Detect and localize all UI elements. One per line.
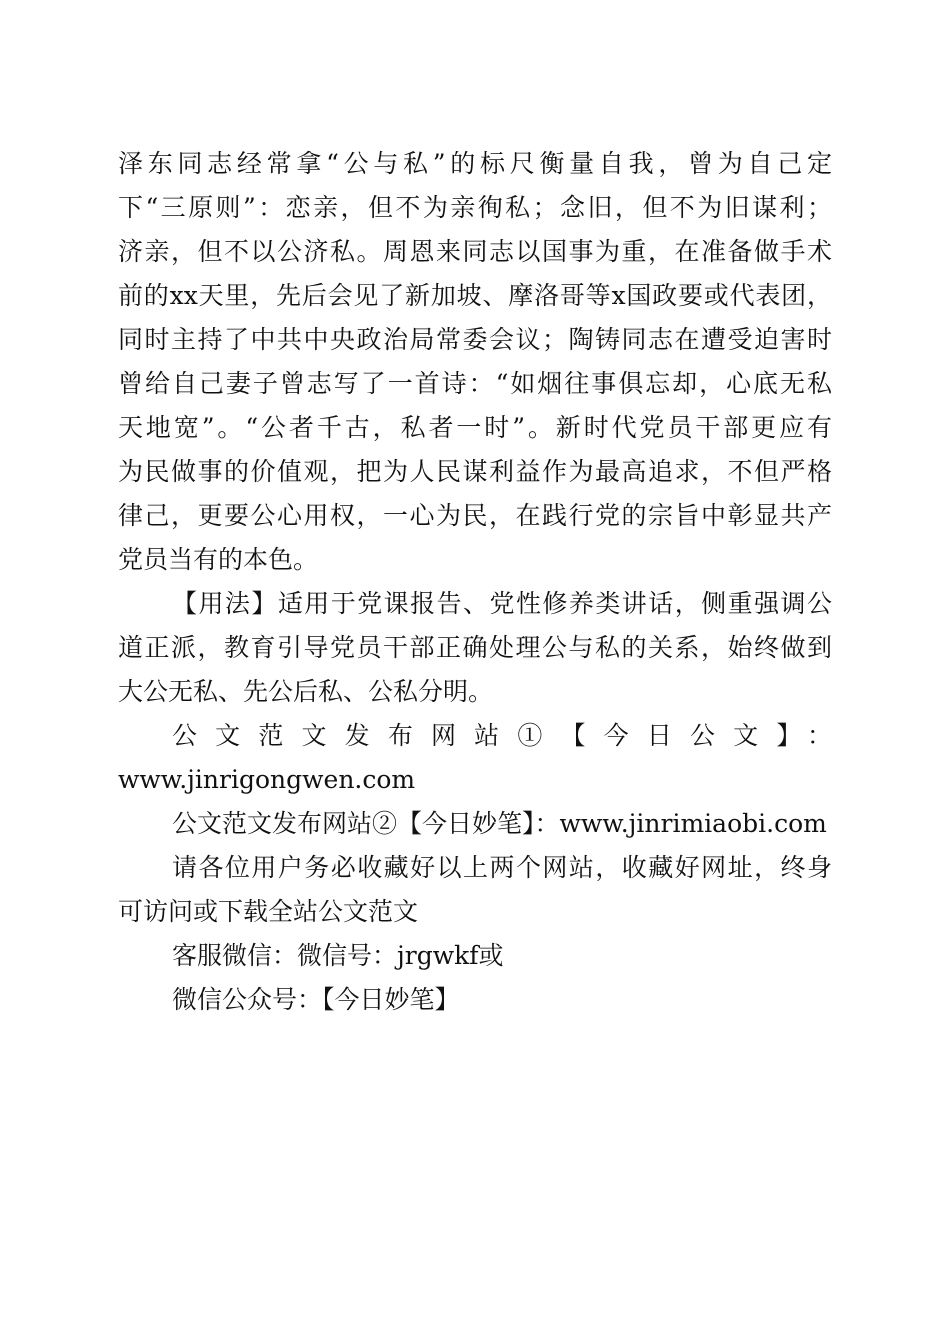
usage-line-last: 大公无私、先公后私、公私分明。 [118, 677, 494, 706]
body-line: 下“三原则”：恋亲，但不为亲徇私；念旧，但不为旧谋利； [118, 193, 832, 222]
usage-line: 道正派，教育引导党员干部正确处理公与私的关系，始终做到 [118, 633, 832, 662]
body-line: 泽东同志经常拿“公与私”的标尺衡量自我，曾为自己定 [118, 149, 832, 178]
body-line: 济亲，但不以公济私。周恩来同志以国事为重，在准备做手术 [118, 237, 832, 266]
body-line: 同时主持了中共中央政治局常委会议；陶铸同志在遭受迫害时 [118, 325, 832, 354]
notice-line-last: 可访问或下载全站公文范文 [118, 897, 419, 926]
official-account: 微信公众号：【今日妙笔】 [172, 985, 460, 1014]
body-line: 曾给自己妻子曾志写了一首诗：“如烟往事俱忘却，心底无私 [118, 369, 832, 398]
body-line-last: 党员当有的本色。 [118, 545, 319, 574]
body-line: 律己，更要公心用权，一心为民，在践行党的宗旨中彰显共产 [118, 501, 832, 530]
body-line: 前的xx天里，先后会见了新加坡、摩洛哥等x国政要或代表团， [118, 281, 832, 310]
body-line: 天地宽”。“公者千古，私者一时”。新时代党员干部更应有 [118, 413, 832, 442]
site1-label: 公文范文发布网站①【今日公文】： [172, 721, 832, 750]
body-line: 为民做事的价值观，把为人民谋利益作为最高追求，不但严格 [118, 457, 832, 486]
wechat-contact: 客服微信：微信号：jrgwkf或 [172, 941, 504, 970]
document-body [118, 146, 832, 1026]
site2-link[interactable]: 公文范文发布网站②【今日妙笔】：www.jinrimiaobi.com [172, 809, 827, 838]
notice-line: 请各位用户务必收藏好以上两个网站，收藏好网址，终身 [172, 853, 832, 882]
site1-url-link[interactable]: www.jinrigongwen.com [118, 765, 416, 794]
usage-line: 【用法】适用于党课报告、党性修养类讲话，侧重强调公 [172, 589, 832, 618]
